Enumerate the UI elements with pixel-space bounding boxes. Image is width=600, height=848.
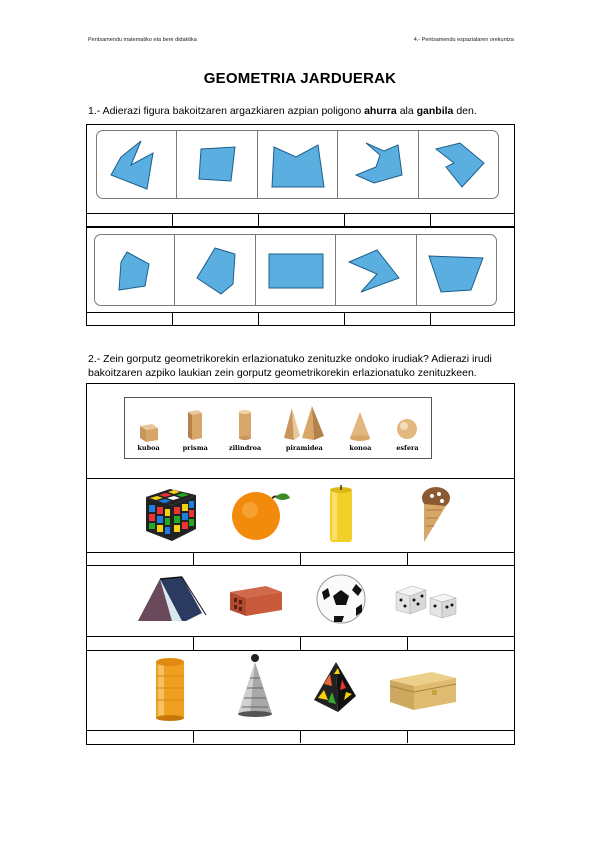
orange-icon bbox=[228, 484, 292, 544]
ice-cream-cone-image bbox=[412, 484, 452, 544]
pyramid-icon bbox=[282, 406, 326, 442]
soccer-ball-icon bbox=[314, 572, 368, 626]
solid-pyramid: piramidea bbox=[282, 406, 326, 452]
brick-image bbox=[228, 582, 284, 620]
divider bbox=[407, 552, 408, 565]
solid-prism: prisma bbox=[183, 408, 208, 452]
header-right: 4.- Pentsamendu espazialaren orekuntza bbox=[413, 37, 514, 43]
divider bbox=[300, 730, 301, 743]
polygon-strip-1 bbox=[96, 130, 499, 199]
solid-cylinder: zilindroa bbox=[229, 408, 261, 452]
convex-polygon-icon bbox=[423, 240, 489, 300]
divider bbox=[193, 730, 194, 743]
orange-image bbox=[228, 484, 292, 544]
answer-box[interactable] bbox=[345, 313, 431, 325]
polygon-cell bbox=[336, 235, 416, 305]
candle-icon bbox=[326, 484, 356, 544]
tent-image bbox=[136, 573, 214, 625]
pyramid-puzzle-image bbox=[310, 660, 360, 716]
answer-row-2 bbox=[86, 312, 515, 326]
pyramid-puzzle-icon bbox=[310, 660, 360, 716]
tin-can-image bbox=[150, 656, 190, 722]
concave-polygon-icon bbox=[426, 135, 490, 195]
answer-box[interactable] bbox=[87, 313, 173, 325]
divider bbox=[300, 636, 301, 650]
divider bbox=[300, 552, 301, 565]
solid-cube: kuboa bbox=[136, 418, 162, 452]
polygon-cell bbox=[258, 131, 338, 198]
polygon-cell bbox=[256, 235, 336, 305]
solid-cone: konoa bbox=[347, 410, 373, 452]
answer-box[interactable] bbox=[431, 213, 514, 226]
grater-icon bbox=[232, 652, 278, 722]
concave-polygon-icon bbox=[346, 135, 410, 195]
rubik-cube-icon bbox=[140, 485, 202, 543]
grater-image bbox=[232, 652, 278, 722]
cylinder-icon bbox=[235, 408, 255, 442]
answer-box[interactable] bbox=[87, 213, 173, 226]
divider bbox=[407, 636, 408, 650]
divider bbox=[407, 730, 408, 743]
divider bbox=[86, 565, 514, 566]
sphere-icon bbox=[394, 416, 420, 442]
polygon-cell bbox=[175, 235, 255, 305]
polygon-cell bbox=[95, 235, 175, 305]
answer-box[interactable] bbox=[173, 313, 259, 325]
polygon-cell bbox=[419, 131, 498, 198]
concave-polygon-icon bbox=[343, 240, 409, 300]
convex-polygon-icon bbox=[185, 240, 245, 300]
candle-image bbox=[326, 484, 356, 544]
divider bbox=[193, 552, 194, 565]
concave-polygon-icon bbox=[107, 135, 167, 195]
answer-box[interactable] bbox=[431, 313, 514, 325]
wooden-box-image bbox=[386, 664, 460, 714]
dice-icon bbox=[392, 582, 462, 622]
rubik-cube-image bbox=[140, 485, 202, 543]
polygon-cell bbox=[97, 131, 177, 198]
tin-can-icon bbox=[150, 656, 190, 722]
question-1: 1.- Adierazi figura bakoitzaren argazkiaren azpian poligono ahurra ala ganbila den. bbox=[88, 105, 477, 117]
polygon-cell bbox=[338, 131, 418, 198]
solids-legend bbox=[124, 397, 432, 459]
question-2: 2.- Zein gorputz geometrikorekin erlazionatuko zenituzke ondoko irudiak? Adierazi irudi bakoitzaren azpiko laukian zein gorputz geometrikorekin erlazionatuko zenituzkeen. bbox=[88, 353, 492, 379]
solid-sphere: esfera bbox=[394, 416, 420, 452]
divider bbox=[86, 478, 514, 479]
square-polygon-icon bbox=[187, 135, 247, 195]
tent-icon bbox=[136, 573, 214, 625]
soccer-ball-image bbox=[314, 572, 368, 626]
divider bbox=[193, 636, 194, 650]
dice-image bbox=[392, 582, 462, 622]
prism-icon bbox=[184, 408, 206, 442]
polygon-cell bbox=[177, 131, 257, 198]
page-title: GEOMETRIA JARDUERAK bbox=[203, 70, 397, 87]
answer-box[interactable] bbox=[173, 213, 259, 226]
polygon-cell bbox=[417, 235, 496, 305]
wooden-box-icon bbox=[386, 664, 460, 714]
concave-polygon-icon bbox=[266, 135, 330, 195]
cone-icon bbox=[347, 410, 373, 442]
answer-row-1 bbox=[86, 213, 515, 227]
answer-box[interactable] bbox=[259, 213, 345, 226]
brick-icon bbox=[228, 582, 284, 620]
cube-icon bbox=[136, 418, 162, 442]
answer-box[interactable] bbox=[345, 213, 431, 226]
convex-polygon-icon bbox=[105, 240, 165, 300]
rectangle-polygon-icon bbox=[263, 240, 329, 300]
answer-box[interactable] bbox=[259, 313, 345, 325]
polygon-strip-2 bbox=[94, 234, 497, 306]
divider bbox=[86, 650, 514, 651]
header-left: Pentsamendu matematiko eta bere didaktika bbox=[88, 37, 197, 43]
ice-cream-cone-icon bbox=[412, 484, 452, 544]
